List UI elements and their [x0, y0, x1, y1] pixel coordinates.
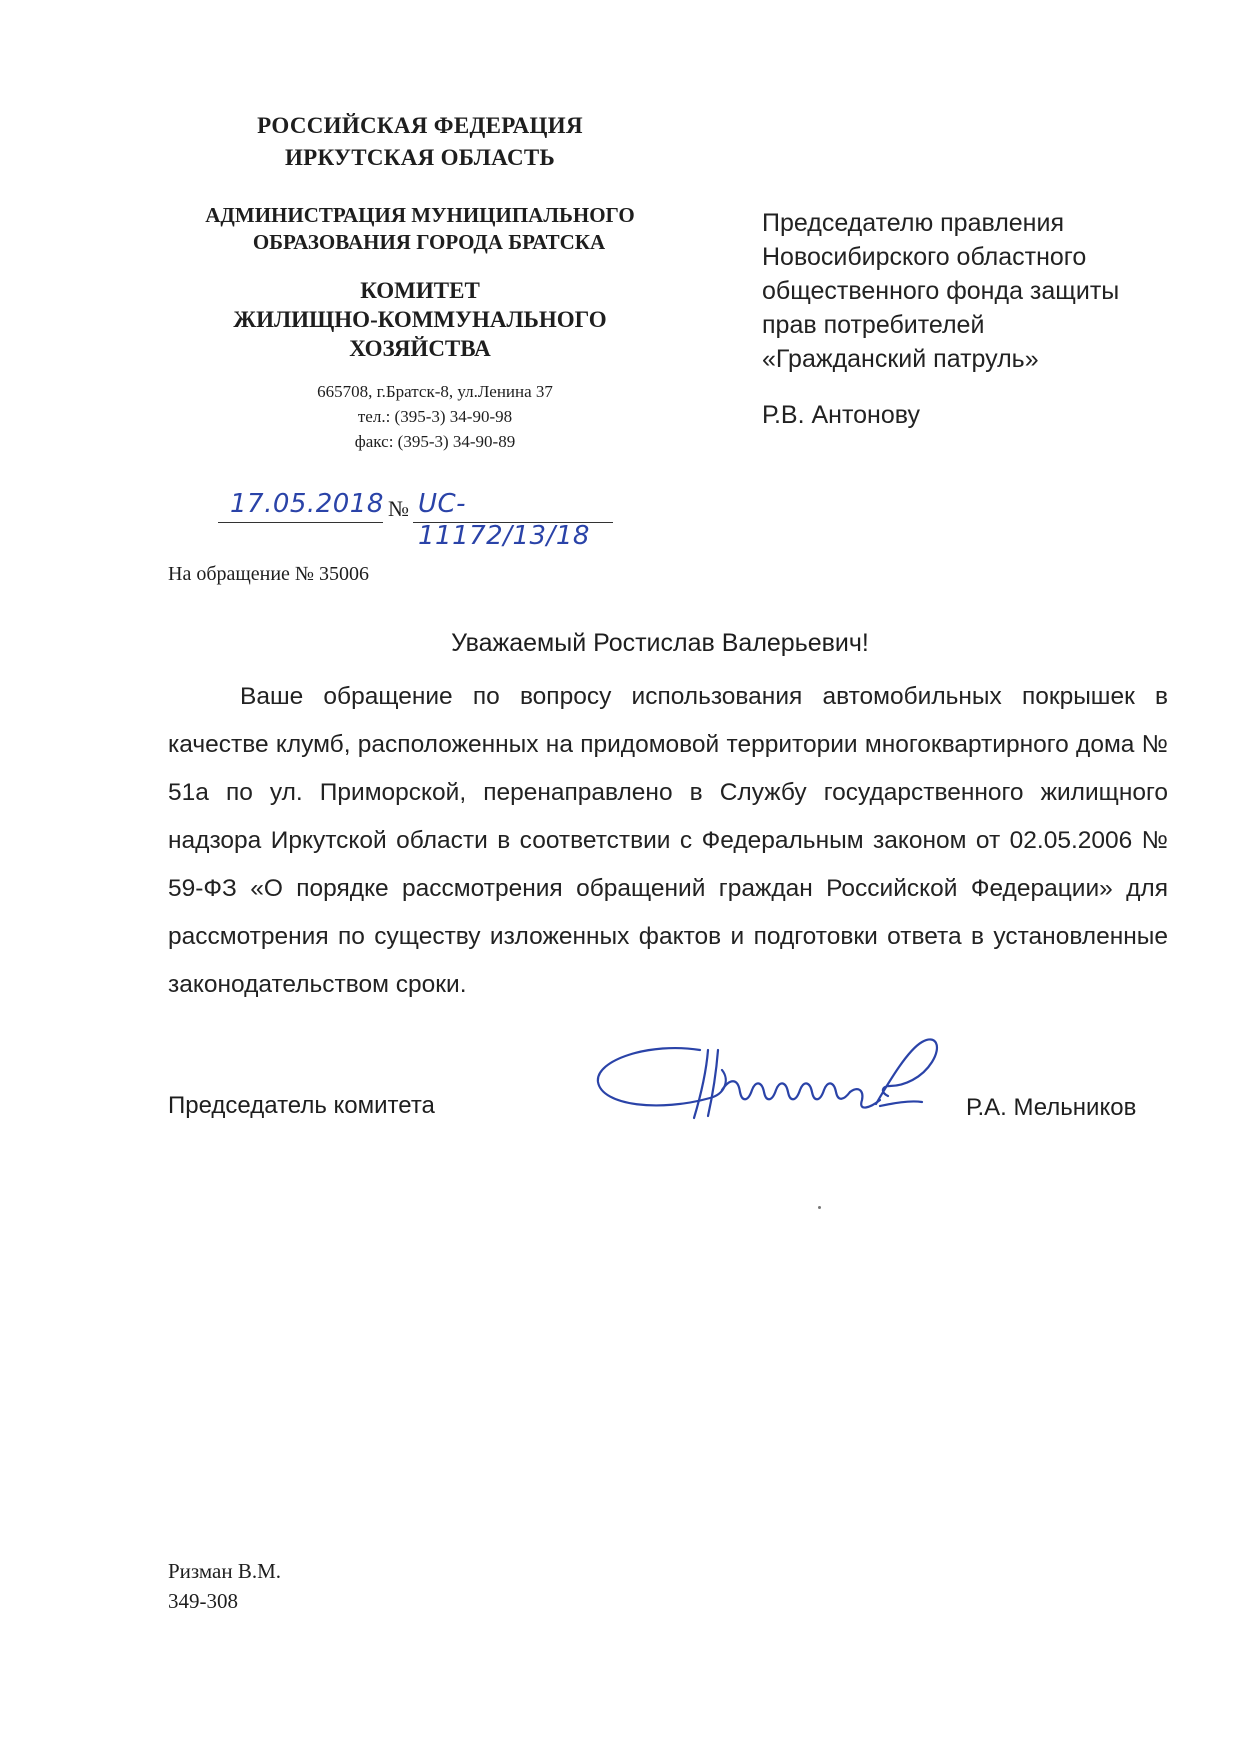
addressee-line-1: Председателю правления: [762, 209, 1064, 237]
region-name: ИРКУТСКАЯ ОБЛАСТЬ: [284, 145, 555, 170]
committee-line-1: КОМИТЕТ: [360, 278, 480, 303]
scan-speck: [818, 1206, 821, 1209]
addressee-line-5: «Гражданский патруль»: [762, 345, 1039, 373]
signatory-title: Председатель комитета: [168, 1092, 435, 1119]
registration-date: 17.05.2018: [230, 489, 384, 519]
addressee-line-4: прав потребителей: [762, 311, 985, 339]
number-sign: №: [388, 496, 409, 521]
date-underline: [218, 522, 383, 523]
registration-line: [218, 488, 613, 551]
letterhead: [160, 110, 680, 454]
admin-line-1: АДМИНИСТРАЦИЯ МУНИЦИПАЛЬНОГО: [205, 203, 635, 227]
signatory-name: Р.А. Мельников: [966, 1094, 1137, 1121]
letter-body: Ваше обращение по вопросу использования автомобильных покрышек в качестве клумб, расположенных на придомовой территории многоквартирного дома № 51а по ул. Приморской, перенаправлено в Службу государственного жилищного надзора Иркутской области в соответствии с Федеральным законом от 02.05.2006 № 59-ФЗ «О порядке рассмотрения обращений граждан Российской Федерации» для рассмотрения по существу изложенных фактов и подготовки ответа в установленные законодательством сроки.: [168, 683, 1168, 998]
handwritten-signature-icon: [590, 1020, 990, 1135]
postal-address: 665708, г.Братск-8, ул.Ленина 37: [317, 382, 553, 401]
committee-name: [160, 276, 680, 363]
addressee-line-2: Новосибирского областного: [762, 243, 1087, 271]
executor-block: [168, 1556, 281, 1616]
fax-number: факс: (395-3) 34-90-89: [354, 432, 516, 451]
country-name: РОССИЙСКАЯ ФЕДЕРАЦИЯ: [257, 113, 583, 138]
reference-line: На обращение № 35006: [168, 563, 370, 585]
admin-line-2: ОБРАЗОВАНИЯ ГОРОДА БРАТСКА: [252, 230, 606, 254]
addressee-block: [762, 206, 1182, 432]
addressee-line-3: общественного фонда защиты: [762, 277, 1120, 305]
number-underline: [413, 522, 613, 523]
committee-line-2: ЖИЛИЩНО-КОММУНАЛЬНОГО: [233, 307, 607, 332]
phone-number: тел.: (395-3) 34-90-98: [357, 407, 513, 426]
contacts-block: [160, 379, 680, 454]
executor-name: Ризман В.М.: [168, 1559, 282, 1583]
administration-name: [160, 202, 680, 256]
executor-phone: 349-308: [168, 1589, 238, 1613]
letterhead-country-block: [160, 110, 680, 174]
salutation: Уважаемый Ростислав Валерьевич!: [451, 629, 869, 657]
committee-line-3: ХОЗЯЙСТВА: [349, 336, 491, 361]
addressee-name: Р.В. Антонову: [762, 401, 920, 429]
registration-number: UC-11172/13/18: [418, 489, 590, 551]
